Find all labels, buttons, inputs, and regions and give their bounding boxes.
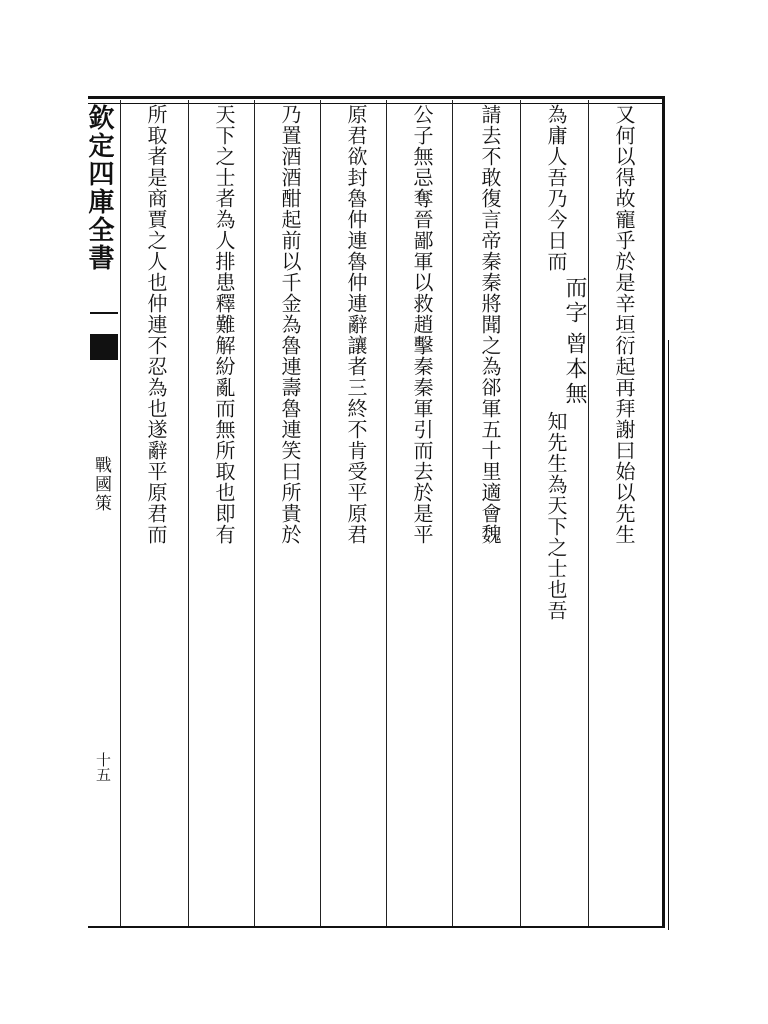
text-column-7: 天下之士者為人排患釋難解紛亂而無所取也即有	[212, 104, 236, 545]
text-column-5: 原君欲封魯仲連魯仲連辭讓者三終不肯受平原君	[344, 104, 368, 545]
text-segment: 為庸人吾乃今日而	[544, 104, 568, 272]
frame-right-inner-border	[668, 340, 669, 930]
fish-tail-mark	[90, 334, 118, 360]
frame-bottom-border	[88, 926, 662, 928]
interlinear-note	[562, 276, 586, 407]
frame-top-border	[88, 96, 662, 104]
column-rule	[120, 100, 121, 926]
note-right-line: 曾本無	[562, 332, 587, 407]
text-segment: 知先生為天下之士也吾	[544, 411, 568, 621]
margin-book-title: 欽定四庫全書	[84, 104, 114, 272]
column-rule	[386, 100, 387, 926]
text-column-3: 請去不敢復言帝秦秦將聞之為郤軍五十里適會魏	[478, 104, 502, 545]
text-column-4: 公子無忌奪晉鄙軍以救趙擊秦秦軍引而去於是平	[410, 104, 434, 545]
fish-tail-rule	[90, 312, 118, 324]
column-rule	[320, 100, 321, 926]
note-left-line: 而字	[562, 276, 587, 326]
text-column-8: 所取者是商賈之人也仲連不忍為也遂辭平原君而	[144, 104, 168, 545]
column-rule	[520, 100, 521, 926]
text-column-2	[526, 104, 586, 924]
column-rule	[254, 100, 255, 926]
column-rule	[588, 100, 589, 926]
margin-page-number: 十五	[94, 752, 112, 782]
text-column-1: 又何以得故寵乎於是辛垣衍起再拜謝曰始以先生	[612, 104, 636, 545]
column-rule	[452, 100, 453, 926]
margin-chapter-title: 戰國策	[91, 456, 111, 513]
frame-right-border	[662, 96, 665, 928]
text-column-6: 乃置酒酒酣起前以千金為魯連壽魯連笑曰所貴於	[278, 104, 302, 545]
column-rule	[188, 100, 189, 926]
